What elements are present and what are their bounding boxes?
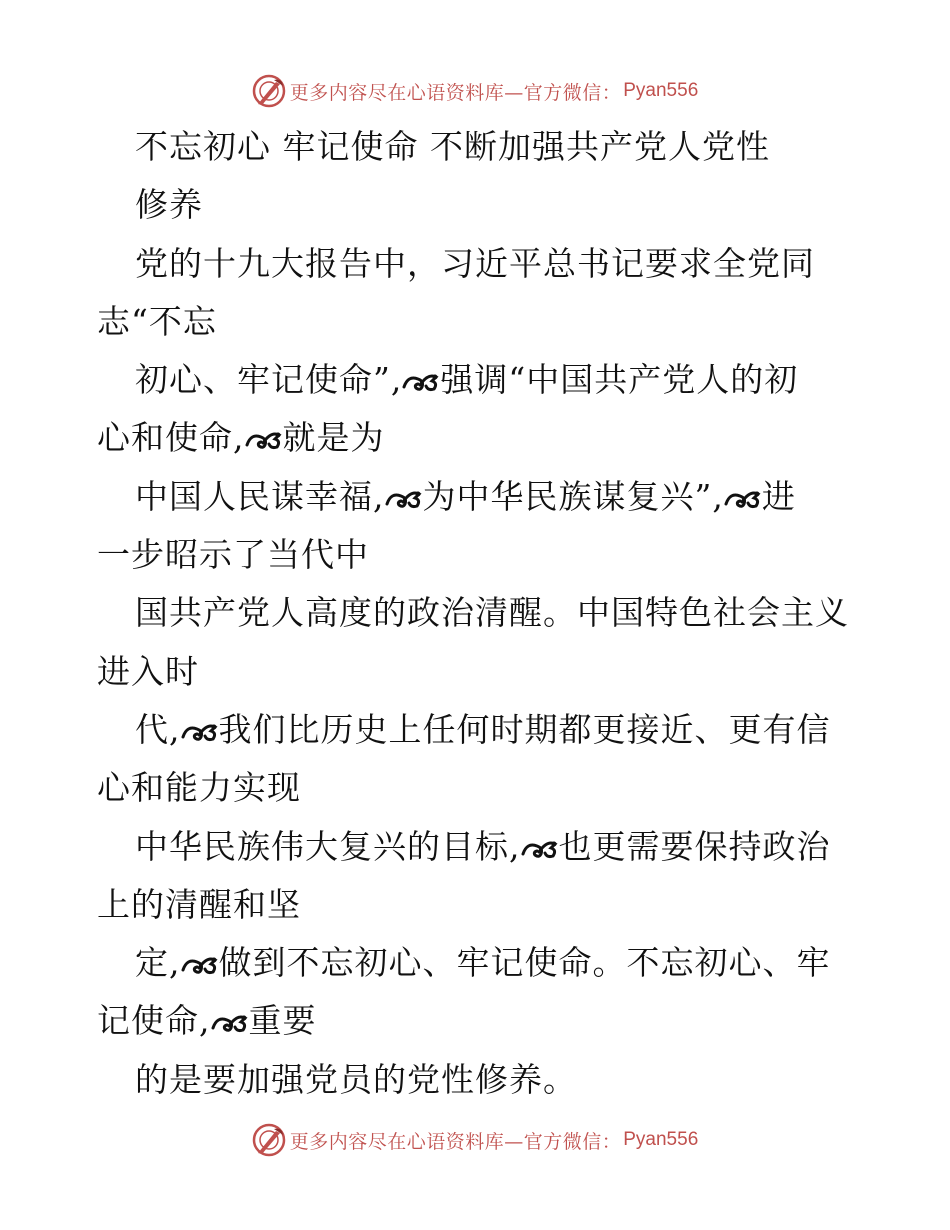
watermark-wechat-id: Pyan556 — [623, 1129, 699, 1150]
text-line — [97, 468, 857, 526]
text-line — [97, 584, 857, 642]
curl-ornament-icon — [385, 488, 423, 510]
text-line — [97, 409, 857, 467]
header-watermark — [0, 71, 950, 111]
curl-ornament-icon — [181, 721, 219, 743]
text-segment: 中华民族伟大复兴的目标, — [135, 826, 521, 866]
text-segment: 我们比历史上任何时期都更接近、更有信 — [218, 709, 831, 749]
text-segment: 记使命, — [97, 1001, 211, 1041]
text-line — [97, 118, 857, 176]
text-segment: 中国人民谋幸福, — [135, 476, 385, 516]
text-segment: 上的清醒和坚 — [97, 884, 301, 924]
text-segment: 国共产党人高度的政治清醒。中国特色社会主义 — [135, 593, 849, 633]
text-segment: 代, — [135, 709, 181, 749]
text-segment: 的是要加强党员的党性修养。 — [135, 1059, 577, 1099]
text-line — [97, 293, 857, 351]
text-segment: 初心、牢记使命”, — [135, 360, 403, 400]
text-segment: 重要 — [248, 1001, 317, 1041]
text-segment: 一步昭示了当代中 — [97, 535, 369, 575]
text-segment: 做到不忘初心、牢记使命。不忘初心、牢 — [218, 943, 831, 983]
curl-ornament-icon — [211, 1012, 249, 1034]
text-line — [97, 643, 857, 701]
text-line — [97, 701, 857, 759]
text-line — [97, 351, 857, 409]
text-segment: 强调“中国共产党人的初 — [440, 360, 799, 400]
curl-ornament-icon — [521, 838, 559, 860]
quill-logo-icon — [252, 74, 286, 108]
watermark-text: 更多内容尽在心语资料库—官方微信： — [289, 1130, 622, 1153]
text-segment: 党的十九大报告中，习近平总书记要求全党同 — [135, 243, 815, 283]
text-segment: 进 — [761, 476, 796, 516]
text-line — [97, 526, 857, 584]
watermark-text: 更多内容尽在心语资料库—官方微信： — [289, 81, 622, 104]
text-segment: 也更需要保持政治 — [558, 826, 831, 866]
text-line — [97, 876, 857, 934]
text-line — [97, 934, 857, 992]
text-line — [97, 992, 857, 1050]
curl-ornament-icon — [181, 954, 219, 976]
text-segment: 修养 — [135, 185, 203, 225]
text-segment: 定, — [135, 943, 181, 983]
curl-ornament-icon — [245, 429, 283, 451]
text-segment: 就是为 — [282, 418, 385, 458]
watermark-wechat-id: Pyan556 — [623, 80, 699, 101]
document-body — [97, 118, 857, 1109]
text-line — [97, 818, 857, 876]
curl-ornament-icon — [724, 488, 762, 510]
text-segment: 进入时 — [97, 651, 199, 691]
text-line — [97, 176, 857, 234]
quill-logo-icon — [252, 1123, 286, 1157]
text-line — [97, 759, 857, 817]
text-line — [97, 1051, 857, 1109]
text-segment: 不忘初心 牢记使命 不断加强共产党人党性 — [135, 127, 770, 166]
footer-watermark — [0, 1120, 950, 1160]
text-segment: 心和能力实现 — [97, 768, 301, 808]
text-segment: 志“不忘 — [97, 301, 217, 341]
text-line — [97, 235, 857, 293]
text-segment: 心和使命, — [97, 418, 245, 458]
curl-ornament-icon — [402, 371, 440, 393]
text-segment: 为中华民族谋复兴”, — [422, 476, 724, 516]
